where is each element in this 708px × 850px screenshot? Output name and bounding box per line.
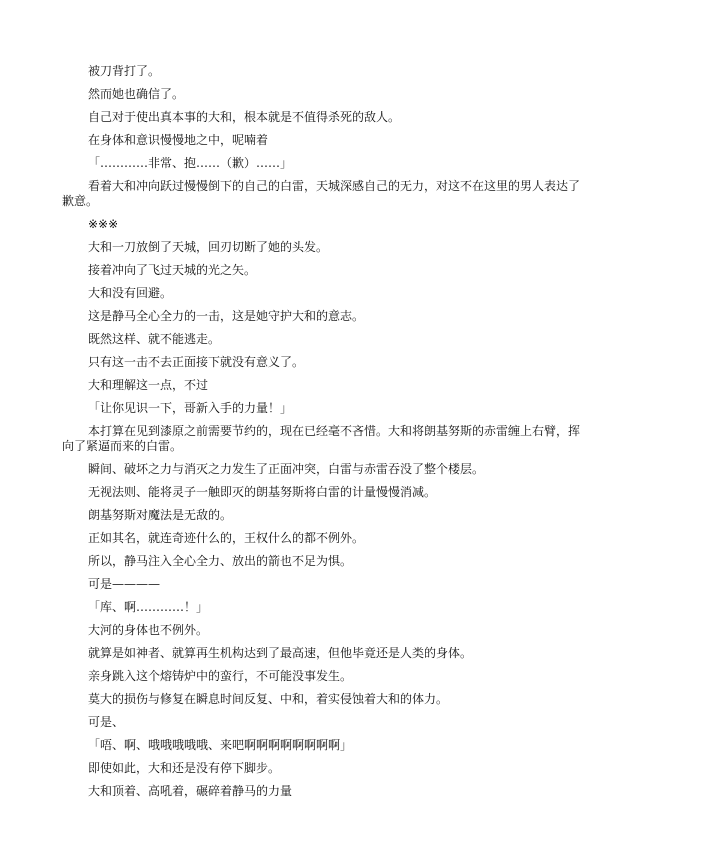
paragraph: 大和一刀放倒了天城，回刃切断了她的头发。 (88, 240, 329, 254)
paragraph: 本打算在见到漆原之前需要节约的，现在已经毫不吝惜。大和将朗基努斯的赤雷缠上右臂，挥向了紧逼而来的白雷。 (62, 424, 581, 453)
paragraph: 然而她也确信了。 (88, 87, 185, 101)
paragraph: 亲身跳入这个熔铸炉中的蛮行，不可能没事发生。 (88, 669, 353, 683)
paragraph: 无视法则、能将灵子一触即灭的朗基努斯将白雷的计量慢慢消减。 (88, 485, 437, 499)
paragraph: 朗基努斯对魔法是无敌的。 (88, 508, 233, 522)
paragraph: 看着大和冲向跃过慢慢倒下的自己的白雷，天城深感自己的无力，对这不在这里的男人表达了歉意。 (62, 179, 581, 208)
paragraph: 莫大的损伤与修复在瞬息时间反复、中和，着实侵蚀着大和的体力。 (88, 692, 449, 706)
scene-break: ※※※ (88, 217, 119, 231)
paragraph: 瞬间、破坏之力与消灭之力发生了正面冲突，白雷与赤雷吞没了整个楼层。 (88, 462, 485, 476)
dialogue-line: 「唔、啊、哦哦哦哦哦、来吧啊啊啊啊啊啊啊啊」 (88, 738, 353, 752)
paragraph: 即使如此，大和还是没有停下脚步。 (88, 761, 281, 775)
paragraph: 被刀背打了。 (88, 64, 161, 78)
paragraph: 大和顶着、高吼着，碾碎着静马的力量 (88, 784, 293, 798)
paragraph: 就算是如神者、就算再生机构达到了最高速，但他毕竟还是人类的身体。 (88, 646, 473, 660)
paragraph: 只有这一击不去正面接下就没有意义了。 (88, 355, 305, 369)
paragraph: 自己对于使出真本事的大和，根本就是不值得杀死的敌人。 (88, 110, 401, 124)
paragraph: 既然这样、就不能逃走。 (88, 332, 221, 346)
paragraph: 所以，静马注入全心全力、放出的箭也不足为惧。 (88, 554, 353, 568)
paragraph: 正如其名，就连奇迹什么的，王权什么的都不例外。 (88, 531, 365, 545)
paragraph: 大和没有回避。 (88, 286, 173, 300)
paragraph: 大和理解这一点，不过 (88, 378, 209, 392)
dialogue-line: 「让你见识一下，哥新入手的力量！」 (88, 401, 293, 415)
paragraph: 这是静马全心全力的一击，这是她守护大和的意志。 (88, 309, 365, 323)
document-page (62, 60, 582, 803)
paragraph: 在身体和意识慢慢地之中，呢喃着 (88, 133, 269, 147)
dialogue-line: 「库、啊…………！」 (88, 600, 209, 614)
paragraph: 可是、 (88, 715, 125, 729)
paragraph: 接着冲向了飞过天城的光之矢。 (88, 263, 257, 277)
paragraph: 可是———— (88, 577, 161, 591)
dialogue-line: 「…………非常、抱……（歉）……」 (88, 156, 293, 170)
paragraph: 大河的身体也不例外。 (88, 623, 209, 637)
